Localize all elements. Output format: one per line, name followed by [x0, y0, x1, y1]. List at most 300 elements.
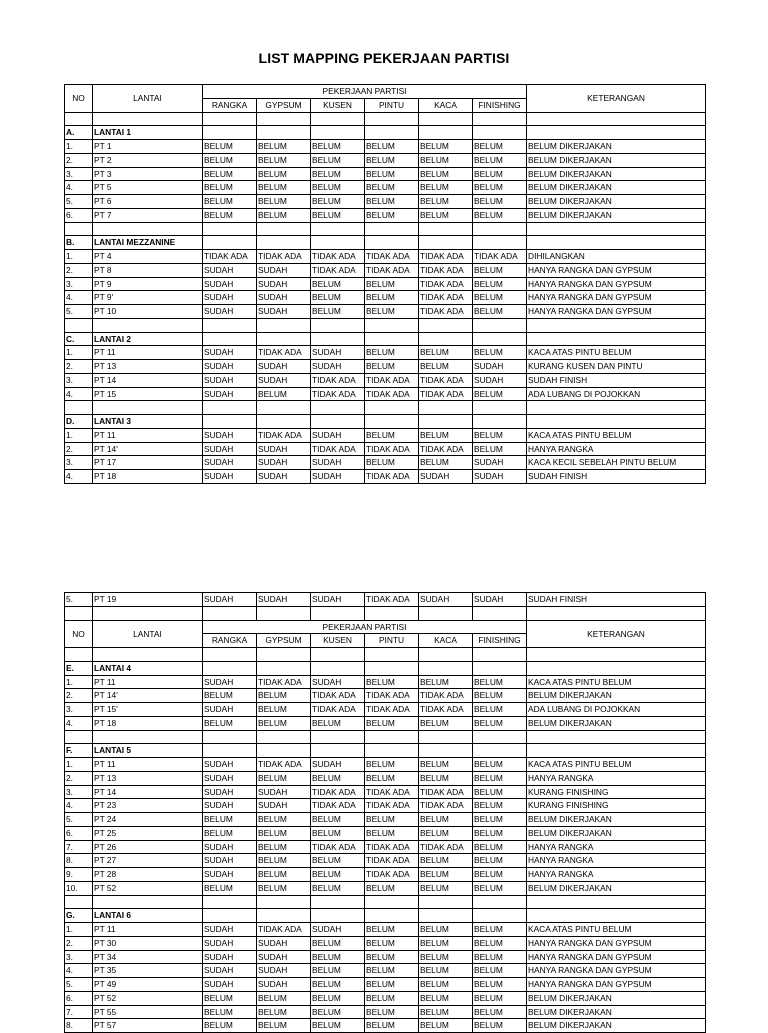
cell-keterangan: BELUM DIKERJAKAN [527, 1019, 706, 1033]
cell-rangka: SUDAH [203, 854, 257, 868]
cell-finishing: BELUM [473, 826, 527, 840]
table-row [65, 305, 706, 319]
cell-kusen: BELUM [311, 167, 365, 181]
cell-no: 8. [65, 854, 93, 868]
cell-pintu: BELUM [365, 1005, 419, 1019]
section-row [65, 332, 706, 346]
empty-cell [93, 895, 203, 909]
table-row [65, 593, 706, 607]
cell-rangka: BELUM [203, 208, 257, 222]
cell-kaca: TIDAK ADA [419, 263, 473, 277]
empty-cell [257, 112, 311, 126]
cell-gypsum: BELUM [257, 991, 311, 1005]
cell-finishing: BELUM [473, 291, 527, 305]
cell-no: 9. [65, 868, 93, 882]
cell-keterangan: HANYA RANGKA DAN GYPSUM [527, 263, 706, 277]
cell-finishing: BELUM [473, 1005, 527, 1019]
cell-kusen: BELUM [311, 771, 365, 785]
cell-gypsum: SUDAH [257, 373, 311, 387]
empty-cell [93, 730, 203, 744]
header-keterangan: KETERANGAN [527, 620, 706, 648]
cell-finishing: BELUM [473, 813, 527, 827]
empty-cell [473, 730, 527, 744]
cell-pintu: BELUM [365, 991, 419, 1005]
cell-lantai: PT 30 [93, 936, 203, 950]
cell-pintu: BELUM [365, 140, 419, 154]
cell-kusen: BELUM [311, 936, 365, 950]
table-header-row [65, 85, 706, 99]
table-row [65, 964, 706, 978]
empty-cell [203, 744, 257, 758]
table-row [65, 923, 706, 937]
cell-gypsum: SUDAH [257, 456, 311, 470]
cell-finishing: BELUM [473, 840, 527, 854]
cell-pintu: BELUM [365, 936, 419, 950]
cell-no: 2. [65, 771, 93, 785]
cell-finishing: BELUM [473, 387, 527, 401]
cell-no: 4. [65, 470, 93, 484]
cell-kusen: BELUM [311, 950, 365, 964]
empty-cell [257, 744, 311, 758]
cell-rangka: SUDAH [203, 456, 257, 470]
empty-cell [365, 222, 419, 236]
cell-rangka: SUDAH [203, 758, 257, 772]
cell-keterangan: SUDAH FINISH [527, 593, 706, 607]
cell-no: 5. [65, 195, 93, 209]
cell-keterangan: BELUM DIKERJAKAN [527, 167, 706, 181]
cell-lantai: PT 15' [93, 703, 203, 717]
table-row [65, 881, 706, 895]
cell-rangka: SUDAH [203, 387, 257, 401]
cell-kusen: BELUM [311, 153, 365, 167]
cell-rangka: SUDAH [203, 263, 257, 277]
empty-cell [257, 236, 311, 250]
cell-no: 4. [65, 181, 93, 195]
cell-pintu: BELUM [365, 153, 419, 167]
cell-pintu: TIDAK ADA [365, 593, 419, 607]
empty-cell [257, 222, 311, 236]
empty-cell [93, 401, 203, 415]
cell-rangka: BELUM [203, 1005, 257, 1019]
empty-cell [419, 895, 473, 909]
cell-kusen: BELUM [311, 140, 365, 154]
cell-rangka: SUDAH [203, 346, 257, 360]
empty-cell [419, 744, 473, 758]
blank-row [65, 648, 706, 662]
empty-cell [419, 236, 473, 250]
cell-keterangan: HANYA RANGKA [527, 442, 706, 456]
cell-keterangan: ADA LUBANG DI POJOKKAN [527, 703, 706, 717]
cell-lantai: PT 34 [93, 950, 203, 964]
empty-cell [365, 606, 419, 620]
cell-lantai: PT 10 [93, 305, 203, 319]
cell-kaca: BELUM [419, 826, 473, 840]
cell-kusen: BELUM [311, 978, 365, 992]
empty-cell [257, 126, 311, 140]
empty-cell [365, 112, 419, 126]
table-row [65, 703, 706, 717]
cell-no: 3. [65, 703, 93, 717]
empty-cell [473, 648, 527, 662]
cell-keterangan: HANYA RANGKA DAN GYPSUM [527, 305, 706, 319]
empty-cell [365, 332, 419, 346]
cell-no: 4. [65, 964, 93, 978]
empty-cell [365, 895, 419, 909]
cell-pintu: TIDAK ADA [365, 387, 419, 401]
cell-no: 1. [65, 675, 93, 689]
cell-kaca: BELUM [419, 346, 473, 360]
cell-no: 2. [65, 689, 93, 703]
cell-lantai: PT 2 [93, 153, 203, 167]
cell-finishing: BELUM [473, 799, 527, 813]
cell-kusen: SUDAH [311, 758, 365, 772]
cell-pintu: BELUM [365, 923, 419, 937]
cell-keterangan: BELUM DIKERJAKAN [527, 689, 706, 703]
cell-finishing: BELUM [473, 991, 527, 1005]
empty-cell [65, 730, 93, 744]
header-kusen: KUSEN [311, 98, 365, 112]
cell-lantai: PT 8 [93, 263, 203, 277]
cell-lantai: PT 14 [93, 785, 203, 799]
cell-lantai: PT 9 [93, 277, 203, 291]
empty-cell [419, 318, 473, 332]
cell-gypsum: TIDAK ADA [257, 250, 311, 264]
cell-lantai: PT 17 [93, 456, 203, 470]
cell-pintu: BELUM [365, 1019, 419, 1033]
cell-finishing: BELUM [473, 716, 527, 730]
empty-cell [365, 648, 419, 662]
cell-kaca: BELUM [419, 868, 473, 882]
table-row [65, 785, 706, 799]
cell-lantai: PT 18 [93, 716, 203, 730]
cell-keterangan: HANYA RANGKA DAN GYPSUM [527, 950, 706, 964]
header-lantai: LANTAI [93, 85, 203, 113]
table-row [65, 978, 706, 992]
table-row [65, 291, 706, 305]
header-pekerjaan-partisi: PEKERJAAN PARTISI [203, 85, 527, 99]
header-pintu: PINTU [365, 98, 419, 112]
cell-lantai: PT 11 [93, 758, 203, 772]
cell-no: 6. [65, 991, 93, 1005]
cell-rangka: SUDAH [203, 360, 257, 374]
cell-lantai: PT 1 [93, 140, 203, 154]
cell-no: 1. [65, 346, 93, 360]
table-row [65, 140, 706, 154]
cell-no: 1. [65, 758, 93, 772]
empty-cell [257, 606, 311, 620]
empty-cell [203, 895, 257, 909]
cell-no: 2. [65, 360, 93, 374]
cell-gypsum: BELUM [257, 689, 311, 703]
cell-keterangan: BELUM DIKERJAKAN [527, 195, 706, 209]
cell-keterangan: KACA ATAS PINTU BELUM [527, 346, 706, 360]
cell-no: 3. [65, 373, 93, 387]
cell-pintu: BELUM [365, 950, 419, 964]
empty-cell [203, 332, 257, 346]
empty-cell [419, 909, 473, 923]
table-row [65, 387, 706, 401]
table-row [65, 167, 706, 181]
cell-pintu: TIDAK ADA [365, 868, 419, 882]
blank-row [65, 222, 706, 236]
partition-mapping-table-page-1 [64, 84, 706, 484]
cell-kaca: BELUM [419, 167, 473, 181]
partition-mapping-table-page-2 [64, 592, 706, 1033]
empty-cell [473, 126, 527, 140]
cell-keterangan: KACA KECIL SEBELAH PINTU BELUM [527, 456, 706, 470]
cell-kaca: TIDAK ADA [419, 387, 473, 401]
cell-rangka: SUDAH [203, 799, 257, 813]
cell-kusen: SUDAH [311, 923, 365, 937]
header-no: NO [65, 620, 93, 648]
empty-cell [93, 648, 203, 662]
cell-rangka: SUDAH [203, 868, 257, 882]
cell-keterangan: HANYA RANGKA DAN GYPSUM [527, 978, 706, 992]
empty-cell [311, 606, 365, 620]
cell-kaca: BELUM [419, 181, 473, 195]
cell-keterangan: SUDAH FINISH [527, 470, 706, 484]
empty-cell [527, 112, 706, 126]
cell-finishing: BELUM [473, 208, 527, 222]
empty-cell [419, 222, 473, 236]
empty-cell [65, 895, 93, 909]
section-name: LANTAI 5 [93, 744, 203, 758]
cell-finishing: BELUM [473, 881, 527, 895]
cell-pintu: TIDAK ADA [365, 470, 419, 484]
cell-kusen: BELUM [311, 813, 365, 827]
cell-finishing: BELUM [473, 153, 527, 167]
header-finishing: FINISHING [473, 98, 527, 112]
empty-cell [365, 661, 419, 675]
section-row [65, 744, 706, 758]
cell-pintu: BELUM [365, 277, 419, 291]
cell-pintu: TIDAK ADA [365, 373, 419, 387]
empty-cell [365, 909, 419, 923]
cell-keterangan: KACA ATAS PINTU BELUM [527, 758, 706, 772]
empty-cell [311, 318, 365, 332]
empty-cell [527, 236, 706, 250]
empty-cell [527, 332, 706, 346]
cell-kaca: SUDAH [419, 593, 473, 607]
cell-keterangan: BELUM DIKERJAKAN [527, 140, 706, 154]
empty-cell [527, 415, 706, 429]
cell-kaca: TIDAK ADA [419, 250, 473, 264]
cell-finishing: BELUM [473, 263, 527, 277]
cell-rangka: SUDAH [203, 771, 257, 785]
cell-gypsum: SUDAH [257, 936, 311, 950]
cell-gypsum: SUDAH [257, 593, 311, 607]
empty-cell [257, 648, 311, 662]
cell-finishing: BELUM [473, 936, 527, 950]
blank-row [65, 112, 706, 126]
cell-no: 6. [65, 826, 93, 840]
cell-gypsum: SUDAH [257, 785, 311, 799]
table-row [65, 250, 706, 264]
cell-no: 3. [65, 785, 93, 799]
cell-rangka: BELUM [203, 813, 257, 827]
empty-cell [203, 661, 257, 675]
cell-gypsum: SUDAH [257, 263, 311, 277]
blank-row [65, 606, 706, 620]
cell-lantai: PT 14' [93, 689, 203, 703]
cell-rangka: BELUM [203, 181, 257, 195]
empty-cell [527, 401, 706, 415]
cell-rangka: SUDAH [203, 950, 257, 964]
section-name: LANTAI 6 [93, 909, 203, 923]
cell-keterangan: BELUM DIKERJAKAN [527, 813, 706, 827]
cell-kaca: BELUM [419, 195, 473, 209]
cell-pintu: TIDAK ADA [365, 703, 419, 717]
cell-lantai: PT 19 [93, 593, 203, 607]
cell-kusen: BELUM [311, 716, 365, 730]
cell-kusen: TIDAK ADA [311, 703, 365, 717]
cell-keterangan: ADA LUBANG DI POJOKKAN [527, 387, 706, 401]
cell-gypsum: BELUM [257, 826, 311, 840]
empty-cell [473, 401, 527, 415]
cell-kusen: BELUM [311, 195, 365, 209]
cell-rangka: SUDAH [203, 978, 257, 992]
cell-kaca: TIDAK ADA [419, 799, 473, 813]
header-no: NO [65, 85, 93, 113]
cell-finishing: SUDAH [473, 373, 527, 387]
table-row [65, 854, 706, 868]
cell-rangka: SUDAH [203, 936, 257, 950]
cell-lantai: PT 7 [93, 208, 203, 222]
empty-cell [473, 332, 527, 346]
cell-lantai: PT 14' [93, 442, 203, 456]
empty-cell [257, 661, 311, 675]
cell-kaca: TIDAK ADA [419, 785, 473, 799]
cell-keterangan: SUDAH FINISH [527, 373, 706, 387]
cell-keterangan: BELUM DIKERJAKAN [527, 1005, 706, 1019]
cell-finishing: BELUM [473, 305, 527, 319]
cell-pintu: TIDAK ADA [365, 854, 419, 868]
header-kaca: KACA [419, 98, 473, 112]
cell-lantai: PT 15 [93, 387, 203, 401]
table-row [65, 1005, 706, 1019]
empty-cell [311, 909, 365, 923]
table-row [65, 1019, 706, 1033]
empty-cell [473, 236, 527, 250]
empty-cell [365, 236, 419, 250]
cell-kusen: BELUM [311, 964, 365, 978]
table-row [65, 991, 706, 1005]
section-name: LANTAI 2 [93, 332, 203, 346]
table-row [65, 263, 706, 277]
cell-rangka: BELUM [203, 153, 257, 167]
cell-gypsum: BELUM [257, 387, 311, 401]
cell-no: 2. [65, 263, 93, 277]
empty-cell [473, 112, 527, 126]
table-row [65, 950, 706, 964]
cell-rangka: SUDAH [203, 785, 257, 799]
cell-kusen: TIDAK ADA [311, 840, 365, 854]
section-row [65, 415, 706, 429]
cell-keterangan: BELUM DIKERJAKAN [527, 991, 706, 1005]
cell-kaca: TIDAK ADA [419, 703, 473, 717]
header-rangka: RANGKA [203, 98, 257, 112]
section-letter: E. [65, 661, 93, 675]
cell-rangka: SUDAH [203, 703, 257, 717]
cell-kusen: TIDAK ADA [311, 799, 365, 813]
empty-cell [257, 909, 311, 923]
empty-cell [257, 401, 311, 415]
empty-cell [311, 415, 365, 429]
empty-cell [311, 112, 365, 126]
empty-cell [419, 661, 473, 675]
cell-pintu: TIDAK ADA [365, 689, 419, 703]
cell-kusen: BELUM [311, 826, 365, 840]
empty-cell [203, 606, 257, 620]
cell-finishing: BELUM [473, 1019, 527, 1033]
cell-rangka: SUDAH [203, 373, 257, 387]
cell-no: 7. [65, 1005, 93, 1019]
empty-cell [473, 222, 527, 236]
empty-cell [203, 236, 257, 250]
empty-cell [527, 222, 706, 236]
cell-no: 8. [65, 1019, 93, 1033]
cell-kaca: BELUM [419, 813, 473, 827]
cell-kaca: BELUM [419, 881, 473, 895]
cell-pintu: BELUM [365, 428, 419, 442]
cell-finishing: BELUM [473, 167, 527, 181]
cell-kusen: TIDAK ADA [311, 785, 365, 799]
cell-finishing: BELUM [473, 950, 527, 964]
cell-kaca: BELUM [419, 854, 473, 868]
cell-finishing: BELUM [473, 964, 527, 978]
table-row [65, 799, 706, 813]
empty-cell [365, 318, 419, 332]
cell-gypsum: TIDAK ADA [257, 758, 311, 772]
cell-kaca: BELUM [419, 936, 473, 950]
cell-pintu: BELUM [365, 881, 419, 895]
cell-rangka: BELUM [203, 1019, 257, 1033]
cell-keterangan: KURANG FINISHING [527, 799, 706, 813]
cell-pintu: BELUM [365, 346, 419, 360]
empty-cell [65, 318, 93, 332]
cell-lantai: PT 27 [93, 854, 203, 868]
cell-keterangan: HANYA RANGKA [527, 771, 706, 785]
cell-pintu: BELUM [365, 456, 419, 470]
cell-kusen: BELUM [311, 208, 365, 222]
cell-gypsum: SUDAH [257, 978, 311, 992]
cell-kusen: SUDAH [311, 346, 365, 360]
header-finishing: FINISHING [473, 634, 527, 648]
cell-pintu: TIDAK ADA [365, 785, 419, 799]
cell-finishing: BELUM [473, 771, 527, 785]
cell-rangka: SUDAH [203, 470, 257, 484]
cell-lantai: PT 14 [93, 373, 203, 387]
cell-pintu: BELUM [365, 771, 419, 785]
empty-cell [311, 744, 365, 758]
table-body-page-1 [65, 85, 706, 484]
empty-cell [203, 909, 257, 923]
table-row [65, 675, 706, 689]
empty-cell [93, 112, 203, 126]
empty-cell [203, 318, 257, 332]
cell-finishing: BELUM [473, 978, 527, 992]
cell-kaca: BELUM [419, 140, 473, 154]
blank-row [65, 401, 706, 415]
cell-finishing: BELUM [473, 277, 527, 291]
cell-gypsum: SUDAH [257, 291, 311, 305]
empty-cell [527, 744, 706, 758]
cell-kaca: BELUM [419, 1019, 473, 1033]
cell-gypsum: BELUM [257, 153, 311, 167]
cell-gypsum: BELUM [257, 140, 311, 154]
section-name: LANTAI 3 [93, 415, 203, 429]
section-name: LANTAI 1 [93, 126, 203, 140]
